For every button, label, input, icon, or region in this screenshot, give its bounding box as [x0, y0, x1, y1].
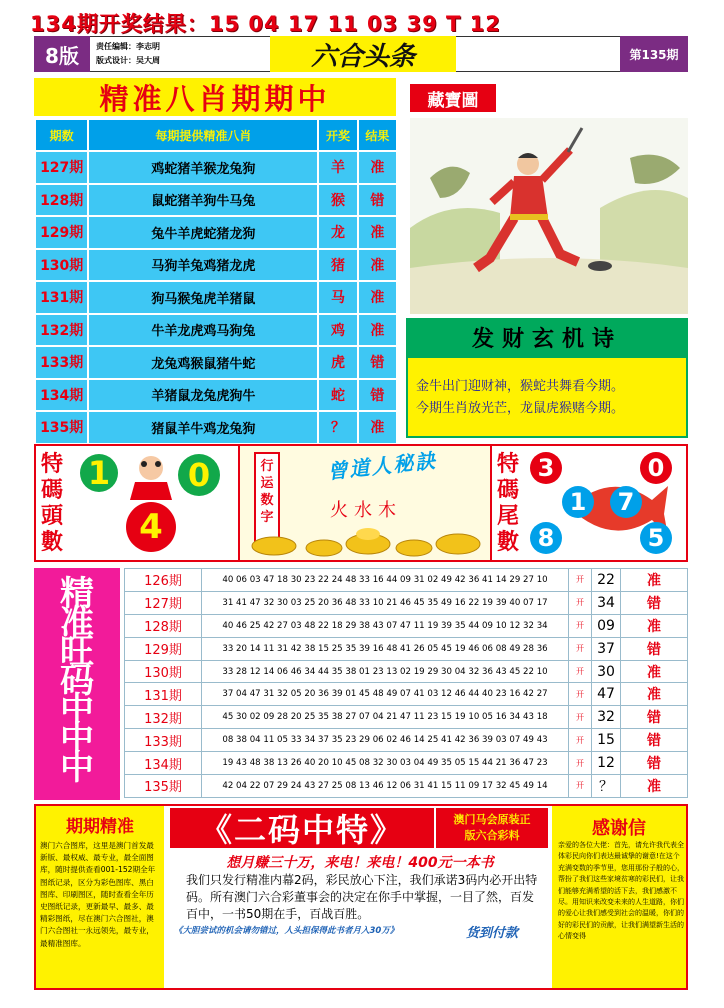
tail-label: 特碼尾數 [496, 452, 519, 555]
lucky-number-label: 行运数字 [254, 452, 280, 550]
table-row [35, 184, 397, 217]
draw: 虎 [318, 346, 357, 379]
result: 错 [358, 379, 397, 412]
number-list: 37 04 47 31 32 05 20 36 39 01 45 48 49 07 41 03 12 46 44 40 23 16 42 27 [202, 683, 569, 706]
table-row [125, 706, 688, 729]
open-mark: 开 [569, 591, 592, 614]
period: 128期 [35, 184, 88, 217]
table-row [125, 752, 688, 775]
result: 错 [358, 184, 397, 217]
tail-number-ball: 7 [610, 486, 642, 518]
table-row [35, 314, 397, 347]
result: 错 [358, 346, 397, 379]
lottery-result: 134期开奖结果：15 04 17 11 03 39 T 12 [30, 12, 501, 36]
special-number: 15 [592, 729, 621, 752]
period: 127期 [35, 151, 88, 184]
issue-badge: 第135期 [620, 36, 688, 72]
special-number: 09 [592, 614, 621, 637]
table-row [125, 614, 688, 637]
zodiacs: 牛羊龙虎鸡马狗兔 [88, 314, 318, 347]
designer-credit: 版式设计：吴大周 [96, 56, 160, 65]
result: 准 [358, 411, 397, 444]
period: 135期 [125, 775, 202, 798]
number-list: 08 38 04 11 05 33 34 37 35 23 29 06 02 46 14 25 41 42 36 39 03 07 49 43 [202, 729, 569, 752]
tail-number-ball: 5 [640, 522, 672, 554]
result: 准 [621, 660, 688, 683]
zodiac-table [34, 118, 398, 445]
col-draw: 开奖 [318, 119, 357, 151]
gold-ingots-icon [244, 522, 488, 558]
draw: 鸡 [318, 314, 357, 347]
table-row [35, 281, 397, 314]
result: 准 [358, 314, 397, 347]
tail-number-ball: 0 [640, 452, 672, 484]
draw: 羊 [318, 151, 357, 184]
zodiacs: 鼠蛇猪羊狗牛马兔 [88, 184, 318, 217]
zodiacs: 鸡蛇猪羊猴龙兔狗 [88, 151, 318, 184]
result: 错 [621, 729, 688, 752]
ad-slogan: 想月赚三十万，来电！来电！400元一本书 [226, 855, 494, 871]
col-zodiacs: 每期提供精准八肖 [88, 119, 318, 151]
result: 错 [621, 637, 688, 660]
special-number: 37 [592, 637, 621, 660]
staff-credits [96, 40, 160, 68]
ad-footnote: 《大胆尝试的机会请勿错过，人头担保得此书者月入30万》 [174, 926, 399, 936]
result: 错 [621, 591, 688, 614]
open-mark: 开 [569, 660, 592, 683]
number-list: 31 41 47 32 30 03 25 20 36 48 33 10 21 46 45 35 49 16 22 19 39 40 07 17 [202, 591, 569, 614]
period: 132期 [125, 706, 202, 729]
poem-box [406, 356, 688, 438]
table-row [35, 249, 397, 282]
result: 准 [358, 151, 397, 184]
table-row [125, 729, 688, 752]
open-mark: 开 [569, 614, 592, 637]
zodiacs: 兔牛羊虎蛇猪龙狗 [88, 216, 318, 249]
number-list: 45 30 02 09 28 20 25 35 38 27 07 04 21 47 11 23 15 19 10 05 16 34 43 18 [202, 706, 569, 729]
treasure-map-label: 藏寶圖 [410, 84, 496, 112]
special-number: 34 [592, 591, 621, 614]
table-row [125, 775, 688, 798]
open-mark: 开 [569, 569, 592, 592]
open-mark: 开 [569, 683, 592, 706]
period: 133期 [35, 346, 88, 379]
result: 准 [358, 249, 397, 282]
ad-side-note: 澳门马会原装正版六合彩料 [436, 808, 548, 848]
open-mark: 开 [569, 637, 592, 660]
left-info-text: 澳门六合图库，这里是澳门首发最新版、最权威、最专业，最全面图库，随时提供查看001-152期全年图纸记录，区分为彩色图库、黑白图库、印刷图区，随时查看全年历史图纸记录，更新最早、最多、最精彩图纸，尽在澳门六合图社，澳门六合图社一永远领先，最专业，最精准图库。 [40, 841, 156, 948]
edition-badge: 8版 [34, 36, 90, 72]
poem-line-2: 今期生肖放光芒，龙鼠虎猴赌今期。 [416, 401, 625, 416]
period: 135期 [35, 411, 88, 444]
open-mark: 开 [569, 752, 592, 775]
number-list: 40 46 25 42 27 03 48 22 18 29 38 43 07 47 11 19 39 35 44 09 10 12 32 34 [202, 614, 569, 637]
draw: 马 [318, 281, 357, 314]
special-number: ？ [592, 775, 621, 798]
table-row [125, 637, 688, 660]
table-row [35, 379, 397, 412]
period: 126期 [125, 569, 202, 592]
brand-title: 六合头条 [270, 36, 456, 72]
poem-title: 发财玄机诗 [406, 318, 688, 356]
zodiacs: 马狗羊兔鸡猪龙虎 [88, 249, 318, 282]
period: 131期 [125, 683, 202, 706]
left-info-title: 期期精准 [66, 817, 134, 837]
zodiacs: 羊猪鼠龙兔虎狗牛 [88, 379, 318, 412]
poem-line-1: 金牛出门迎财神，猴蛇共舞看今期。 [416, 379, 625, 394]
head-number-ball: 1 [80, 454, 118, 492]
zodiacs: 狗马猴兔虎羊猪鼠 [88, 281, 318, 314]
result: 准 [621, 775, 688, 798]
secret-title: 曾道人秘訣 [326, 448, 439, 484]
zodiac-table-title: 精准八肖期期中 [34, 78, 396, 116]
period: 130期 [35, 249, 88, 282]
thanks-title: 感谢信 [592, 818, 646, 839]
tail-number-ball: 3 [530, 452, 562, 484]
result: 错 [621, 752, 688, 775]
number-list: 33 28 12 14 06 46 34 44 35 38 01 23 13 02 19 29 30 04 32 36 43 45 22 10 [202, 660, 569, 683]
special-number: 12 [592, 752, 621, 775]
hot-numbers-label: 精准旺码中中中 [34, 568, 120, 800]
zodiacs: 龙兔鸡猴鼠猪牛蛇 [88, 346, 318, 379]
special-number: 30 [592, 660, 621, 683]
open-mark: 开 [569, 706, 592, 729]
warrior-illustration [410, 118, 688, 314]
treasure-illustration [410, 118, 688, 314]
number-list: 33 20 14 11 31 42 38 15 25 35 39 16 48 41 26 05 45 19 46 06 08 49 28 36 [202, 637, 569, 660]
ad-body: 我们只发行精准内幕2码，彩民放心下注，我们承诺3码内必开出特码。所有澳门六合彩董事会的决定在你手中掌握，一目了然，百发百中，一书50期在手，百战百胜。 [186, 873, 538, 921]
special-number: 47 [592, 683, 621, 706]
table-row [125, 569, 688, 592]
table-row [35, 216, 397, 249]
period: 134期 [35, 379, 88, 412]
draw: 猪 [318, 249, 357, 282]
thanks-text: 亲爱的各位大佬：首先，请允许我代表全体彩民向你们表达最诚挚的谢意!在这个充满变数的季节里，您用那份子般的心，帮扮了我们这些家境贫寒的彩民们，让我们能够充满希望的活下去，我们感激不尽。用知识来改变未来的人生道路，你们的爱心让我们感受到社会的温暖，你们的好的彩民们的贡献，让我们满望新生活的心情变得 [558, 841, 684, 941]
five-elements: 火水木 [330, 500, 402, 521]
boy-figure-icon [120, 450, 182, 502]
period: 129期 [125, 637, 202, 660]
table-row [125, 591, 688, 614]
special-number: 32 [592, 706, 621, 729]
number-list: 42 04 22 07 29 24 43 27 25 08 13 46 12 06 31 41 15 11 09 17 32 45 49 14 [202, 775, 569, 798]
head-label: 特碼頭數 [40, 452, 63, 555]
draw: 猴 [318, 184, 357, 217]
pay-on-delivery: 货到付款 [466, 926, 519, 941]
special-number: 22 [592, 569, 621, 592]
tail-number-ball: 1 [562, 486, 594, 518]
result: 准 [621, 614, 688, 637]
result: 错 [621, 706, 688, 729]
zodiacs: 猪鼠羊牛鸡龙兔狗 [88, 411, 318, 444]
period: 134期 [125, 752, 202, 775]
open-mark: 开 [569, 729, 592, 752]
draw: ？ [318, 411, 357, 444]
number-list: 40 06 03 47 18 30 23 22 24 48 33 16 44 09 31 02 49 42 36 41 14 29 27 10 [202, 569, 569, 592]
result: 准 [621, 683, 688, 706]
period: 132期 [35, 314, 88, 347]
table-row [35, 411, 397, 444]
draw: 龙 [318, 216, 357, 249]
table-row [35, 346, 397, 379]
head-number-ball: 0 [178, 454, 220, 496]
number-list: 19 43 48 38 13 26 40 20 10 45 08 32 30 03 04 49 35 05 15 44 21 36 47 23 [202, 752, 569, 775]
period: 129期 [35, 216, 88, 249]
result: 准 [358, 281, 397, 314]
period: 133期 [125, 729, 202, 752]
table-row [125, 683, 688, 706]
tail-number-ball: 8 [530, 522, 562, 554]
ad-title: 《二码中特》 [170, 808, 434, 848]
editor-credit: 责任编辑：李志明 [96, 42, 160, 51]
table-row [35, 151, 397, 184]
table-row [125, 660, 688, 683]
col-result: 结果 [358, 119, 397, 151]
draw: 蛇 [318, 379, 357, 412]
head-number-ball: 4 [126, 502, 176, 552]
period: 131期 [35, 281, 88, 314]
hot-numbers-table [124, 568, 688, 798]
period: 128期 [125, 614, 202, 637]
period: 130期 [125, 660, 202, 683]
period: 127期 [125, 591, 202, 614]
result: 准 [358, 216, 397, 249]
result: 准 [621, 569, 688, 592]
col-period: 期数 [35, 119, 88, 151]
open-mark: 开 [569, 775, 592, 798]
